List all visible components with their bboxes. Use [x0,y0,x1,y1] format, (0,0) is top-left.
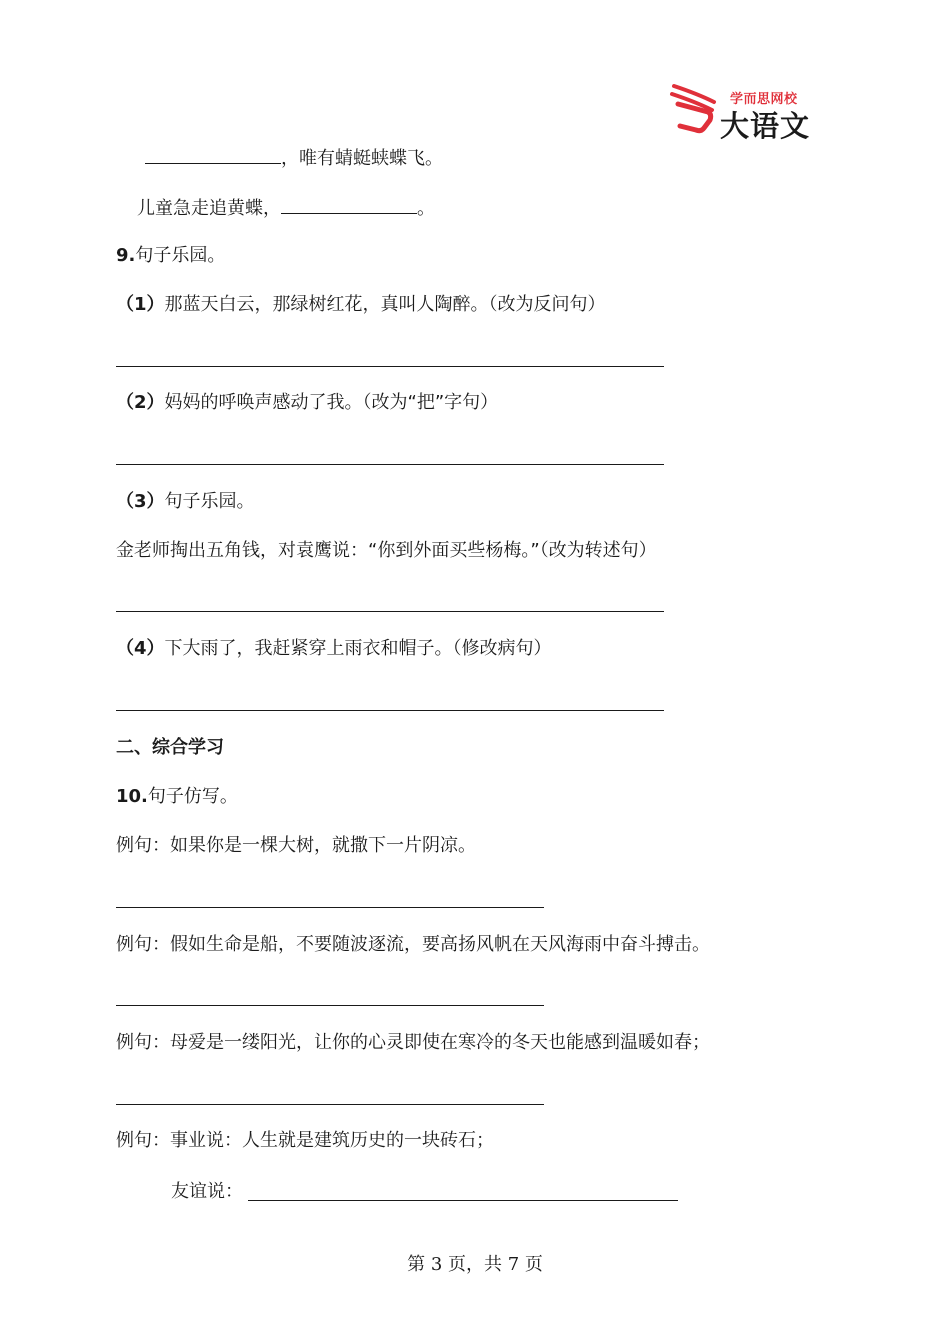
q9-item-1-answer-line[interactable] [116,366,664,367]
poem-blank-1[interactable] [145,145,281,164]
q9-item-4-text: 下大雨了，我赶紧穿上雨衣和帽子。（修改病句） [164,638,552,659]
q9-item-2-text: 妈妈的呼唤声感动了我。（改为“把”字句） [164,392,499,413]
poem-line-1 [145,145,443,172]
q10-friendship-answer-line[interactable] [248,1200,678,1201]
brand-big-text: 大语文 [720,109,811,143]
brand-logo [668,80,828,143]
poem-line-1-text: ，唯有蜻蜓蛱蝶飞。 [281,148,443,169]
q10-example-3: 例句：母爱是一缕阳光，让你的心灵即使在寒冷的冬天也能感到温暖如春； [116,1032,710,1053]
section-2-heading: 二、综合学习 [116,737,224,758]
q9-item-4-answer-line[interactable] [116,710,664,711]
poem-line-2-text: 儿童急走追黄蝶， [137,198,281,219]
q10-example-1: 例句：如果你是一棵大树，就撒下一片阴凉。 [116,835,476,856]
q9-item-1-number: （1） [116,294,165,315]
q9-item-2-answer-line[interactable] [116,464,664,465]
q9-item-4 [116,636,552,662]
q9-item-3 [116,489,255,515]
q9-item-3-answer-line[interactable] [116,611,664,612]
q9-number: 9. [116,245,136,266]
poem-blank-2[interactable] [281,195,417,214]
brand-mark-icon [668,80,728,140]
poem-line-2-end: 。 [417,198,435,219]
q9-item-1-text: 那蓝天白云，那绿树红花，真叫人陶醉。（改为反问句） [164,294,606,315]
q10-number: 10. [116,786,148,807]
q10-title: 句子仿写。 [147,786,238,807]
q9-heading [116,243,225,269]
q10-example-1-answer-line[interactable] [116,907,544,908]
q9-item-3-number: （3） [116,491,165,512]
q9-item-1 [116,292,606,318]
brand-small-text: 学而思网校 [730,92,798,107]
q10-example-4: 例句：事业说：人生就是建筑历史的一块砖石； [116,1130,494,1151]
poem-line-2 [137,195,435,222]
q9-item-3-sentence: 金老师掏出五角钱，对袁鹰说：“你到外面买些杨梅。”（改为转述句） [116,540,657,561]
q10-example-2: 例句：假如生命是船，不要随波逐流，要高扬风帆在天风海雨中奋斗搏击。 [116,934,710,955]
q9-item-2 [116,390,498,416]
q10-example-3-answer-line[interactable] [116,1104,544,1105]
page-footer: 第 3 页，共 7 页 [407,1254,543,1275]
q9-item-2-number: （2） [116,392,165,413]
q10-friendship-prompt: 友谊说： [171,1181,243,1202]
q9-title: 句子乐园。 [135,245,226,266]
q9-item-4-number: （4） [116,638,165,659]
q10-example-2-answer-line[interactable] [116,1005,544,1006]
q9-item-3-text: 句子乐园。 [164,491,255,512]
q10-heading [116,784,238,810]
q10-friendship-line [171,1179,243,1205]
